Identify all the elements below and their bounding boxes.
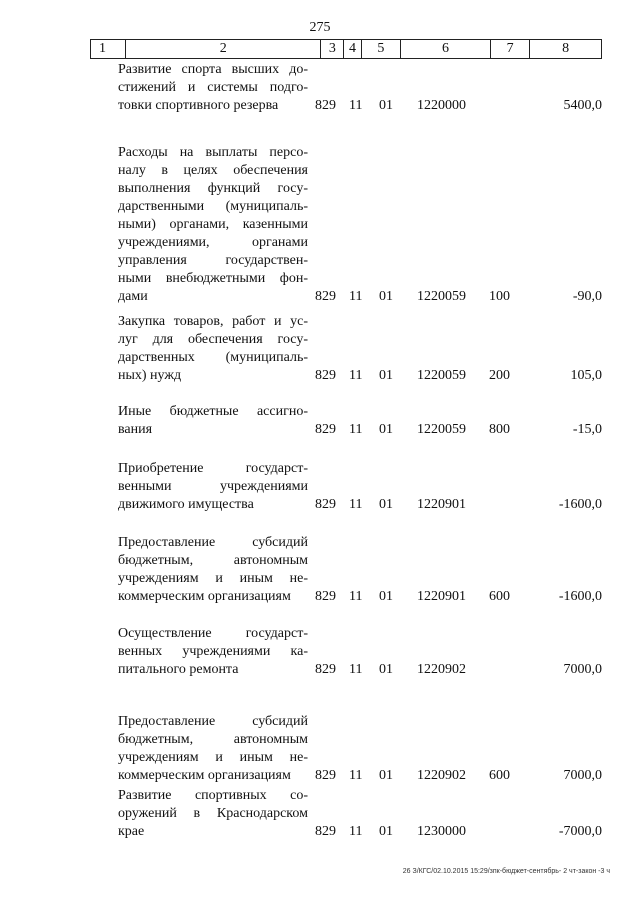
subsection-code: 01	[379, 824, 393, 839]
row-description-line: Осуществление государст-	[118, 626, 308, 641]
row-description-line: стижений и системы подго-	[118, 80, 308, 95]
ministry-code: 829	[315, 589, 336, 604]
target-article-code: 1220901	[417, 589, 466, 604]
expense-type-code: 800	[489, 422, 510, 437]
subsection-code: 01	[379, 768, 393, 783]
ministry-code: 829	[315, 768, 336, 783]
row-description-line: налу в целях обеспечения	[118, 163, 308, 178]
row-description-line: бюджетным, автономным	[118, 732, 308, 747]
row-description-line: Развитие спортивных со-	[118, 788, 308, 803]
table-row	[0, 713, 640, 785]
ministry-code: 829	[315, 662, 336, 677]
row-description-line: учреждениям и иным не-	[118, 750, 308, 765]
table-row	[0, 61, 640, 115]
expense-type-code: 200	[489, 368, 510, 383]
row-description-line: ными) органами, казенными	[118, 217, 308, 232]
table-row	[0, 460, 640, 514]
row-description	[118, 313, 308, 385]
amount-value: 7000,0	[563, 768, 602, 783]
amount-value: 5400,0	[563, 98, 602, 113]
row-description	[118, 144, 308, 306]
subsection-code: 01	[379, 368, 393, 383]
column-header-4: 4	[344, 40, 361, 59]
subsection-code: 01	[379, 289, 393, 304]
row-description-line: дарственных (муниципаль-	[118, 350, 308, 365]
column-header-8: 8	[530, 40, 602, 59]
row-description-line: Предоставление субсидий	[118, 535, 308, 550]
row-description-line: товки спортивного резерва	[118, 98, 279, 113]
amount-value: -7000,0	[558, 824, 602, 839]
section-code: 11	[349, 768, 363, 783]
section-code: 11	[349, 497, 363, 512]
row-description-line: оружений в Краснодарском	[118, 806, 308, 821]
target-article-code: 1220902	[417, 662, 466, 677]
row-description	[118, 460, 308, 514]
target-article-code: 1220059	[417, 289, 466, 304]
target-article-code: 1220059	[417, 422, 466, 437]
table-row	[0, 403, 640, 439]
section-code: 11	[349, 422, 363, 437]
column-header-7: 7	[490, 40, 529, 59]
page-number: 275	[309, 20, 331, 35]
target-article-code: 1220902	[417, 768, 466, 783]
row-description-line: Иные бюджетные ассигно-	[118, 404, 308, 419]
row-description-line: учреждениями, органами	[118, 235, 308, 250]
row-description-line: коммерческим организациям	[118, 768, 291, 783]
ministry-code: 829	[315, 422, 336, 437]
row-description-line: Расходы на выплаты персо-	[118, 145, 308, 160]
section-code: 11	[349, 662, 363, 677]
table-row	[0, 787, 640, 841]
row-description-line: ными внебюджетными фон-	[118, 271, 308, 286]
row-description	[118, 534, 308, 606]
section-code: 11	[349, 824, 363, 839]
column-header-3: 3	[321, 40, 344, 59]
row-description-line: венных учреждениями ка-	[118, 644, 308, 659]
expense-type-code: 600	[489, 589, 510, 604]
row-description-line: дарственными (муниципаль-	[118, 199, 308, 214]
table-row	[0, 313, 640, 385]
column-header-6: 6	[401, 40, 491, 59]
row-description-line: выполнения функций госу-	[118, 181, 308, 196]
section-code: 11	[349, 368, 363, 383]
target-article-code: 1220000	[417, 98, 466, 113]
row-description-line: луг для обеспечения госу-	[118, 332, 308, 347]
row-description	[118, 625, 308, 679]
target-article-code: 1220901	[417, 497, 466, 512]
column-header-row	[91, 40, 602, 59]
row-description-line: ных) нужд	[118, 368, 182, 383]
table-row	[0, 144, 640, 306]
row-description-line: крае	[118, 824, 145, 839]
row-description-line: Приобретение государст-	[118, 461, 308, 476]
target-article-code: 1230000	[417, 824, 466, 839]
footer-file-stamp: 26 З/КГС/02.10.2015 15:29/зпк-бюджет-сентябрь- 2 чт-закон -3 ч	[402, 868, 610, 875]
column-header-1: 1	[91, 40, 126, 59]
section-code: 11	[349, 289, 363, 304]
row-description-line: коммерческим организациям	[118, 589, 291, 604]
row-description	[118, 787, 308, 841]
expense-type-code: 100	[489, 289, 510, 304]
ministry-code: 829	[315, 824, 336, 839]
row-description	[118, 403, 308, 439]
expense-type-code: 600	[489, 768, 510, 783]
amount-value: 7000,0	[563, 662, 602, 677]
column-header-2: 2	[126, 40, 321, 59]
target-article-code: 1220059	[417, 368, 466, 383]
table-row	[0, 625, 640, 679]
table-row	[0, 534, 640, 606]
subsection-code: 01	[379, 98, 393, 113]
ministry-code: 829	[315, 497, 336, 512]
subsection-code: 01	[379, 662, 393, 677]
section-code: 11	[349, 589, 363, 604]
row-description-line: движимого имущества	[118, 497, 254, 512]
row-description-line: Развитие спорта высших до-	[118, 62, 308, 77]
subsection-code: 01	[379, 497, 393, 512]
ministry-code: 829	[315, 289, 336, 304]
row-description-line: учреждениям и иным не-	[118, 571, 308, 586]
column-header-table	[90, 39, 602, 59]
row-description-line: вания	[118, 422, 153, 437]
row-description-line: Закупка товаров, работ и ус-	[118, 314, 308, 329]
row-description-line: дами	[118, 289, 148, 304]
section-code: 11	[349, 98, 363, 113]
row-description-line: питального ремонта	[118, 662, 239, 677]
subsection-code: 01	[379, 589, 393, 604]
amount-value: -1600,0	[558, 497, 602, 512]
row-description-line: управления государствен-	[118, 253, 308, 268]
amount-value: 105,0	[570, 368, 602, 383]
row-description-line: Предоставление субсидий	[118, 714, 308, 729]
amount-value: -15,0	[572, 422, 602, 437]
ministry-code: 829	[315, 368, 336, 383]
amount-value: -90,0	[572, 289, 602, 304]
amount-value: -1600,0	[558, 589, 602, 604]
row-description	[118, 713, 308, 785]
row-description-line: бюджетным, автономным	[118, 553, 308, 568]
subsection-code: 01	[379, 422, 393, 437]
ministry-code: 829	[315, 98, 336, 113]
column-header-5: 5	[361, 40, 400, 59]
row-description	[118, 61, 308, 115]
row-description-line: венными учреждениями	[118, 479, 308, 494]
